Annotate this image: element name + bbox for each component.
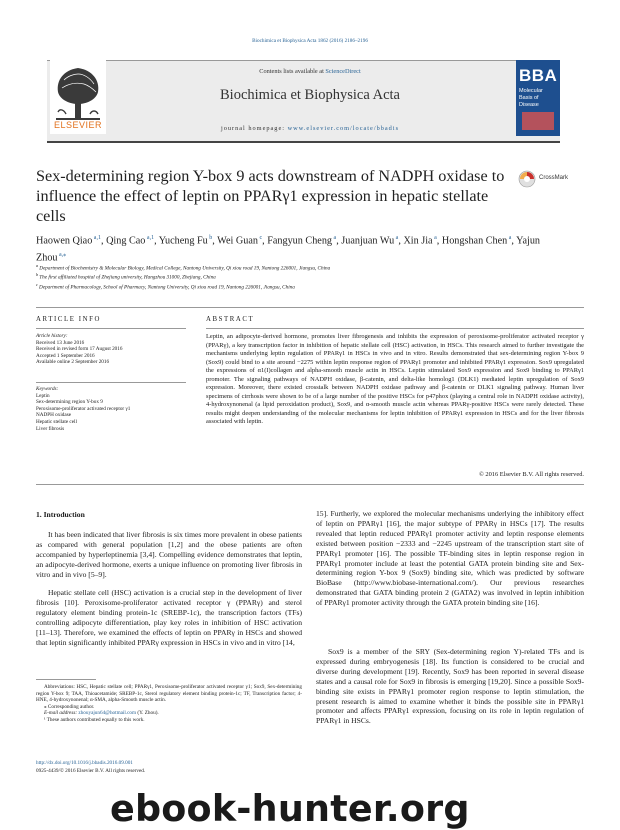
author-name[interactable]: Juanjuan Wu <box>341 235 395 247</box>
doi-link[interactable]: http://dx.doi.org/10.1016/j.bbadis.2016.09.001 <box>36 760 133 766</box>
author-affiliation-mark: a,⁎ <box>57 252 67 259</box>
author-name[interactable]: Xin Jia <box>403 235 433 247</box>
author-affiliation-mark: a,1 <box>145 235 155 241</box>
author-name[interactable]: Yucheng Fu <box>158 235 208 247</box>
author-name[interactable]: Yajun Zhou <box>36 235 541 264</box>
footnotes <box>36 684 302 724</box>
author-name[interactable]: Fangyun Cheng <box>267 235 333 247</box>
affiliation-line: $^a$ Department of Biochemistry & Molecular Biology, Medical College, Nantong University, Qi xiou road 19, Nantong 226001, Jiangsu, China <box>36 263 331 272</box>
email-link[interactable]: zhouyajun64@hotmail.com <box>78 710 137 717</box>
author-affiliation-mark: a,1 <box>92 235 101 241</box>
keyword-item: Hepatic stellate cell <box>36 418 77 425</box>
keywords-label: Keywords: <box>36 386 59 392</box>
elsevier-wordmark: ELSEVIER <box>53 120 103 130</box>
history-item: Available online 2 September 2016 <box>36 359 110 366</box>
keywords-rule <box>36 382 186 383</box>
equal-contribution-footnote: ¹ These authors contributed equally to this work. <box>44 716 145 723</box>
crossmark-label: CrossMark <box>539 175 569 181</box>
abbreviations-footnote: Abbreviations: HSC, Hepatic stellate cell; PPARγ1, Peroxisome-proliferator activated receptor γ1; Sox9, Sex-determining region Y-box 9; TAA, Thioacetamide; SREBP-1c, Sterol regulatory element binding protein-1c; TF, Transcription factor; 4-HNE, 4-hydroxynonenal; α-SMA, alpha-Smooth muscle actin. <box>36 684 302 704</box>
history-item: Received in revised form 17 August 2016 <box>36 346 123 353</box>
author-affiliation-mark: a <box>507 235 512 241</box>
history-label: Article history: <box>36 333 68 339</box>
article-info-rule <box>36 328 186 329</box>
footnote-rule <box>36 679 96 680</box>
email-suffix: (Y. Zhou). <box>136 710 159 717</box>
bba-cover <box>516 60 560 136</box>
author-name[interactable]: Wei Guan <box>217 235 258 247</box>
history-item: Received 13 June 2016 <box>36 339 85 346</box>
contents-line: Contents lists available at ScienceDirect <box>259 68 361 75</box>
abstract-text: Leptin, an adipocyte-derived hormone, promotes liver fibrogenesis and inhibits the expression of peroxisome-proliferator activated receptor γ (PPARγ), a key transcription factor in inhibition of hepatic stellate cell (HSC) activation, in HSCs. This research aimed to further investigate the mechanisms underlying leptin regulation of PPARγ1 in HSCs in vivo and in vitro. Results demonstrated that sex-determining region Y-box 9 (Sox9) could bind to a site around −2275 within leptin response region of PPARγ1 promoter and inhibited PPARγ1 expression. Sox9 upregulated the expressions of α1(I)collagen and alpha-smooth muscle actin in HSCs. Leptin stimulated Sox9 expression and Sox9 binding to PPARγ1 promoter. The signaling pathways of NADPH oxidase, β-catenin, and delta-like homolog1 (DLK1) mediated leptin upregulation of Sox9 expression. Moreover, there existed crosstalk between NADPH oxidase pathway and β-catenin or DLK1 signaling pathway. Human liver specimens of cirrhosis were shown to be of a large number of the positive HSCs for p47phox (playing a central role in NADPH oxidase activity), 4-hydroxynonenal (a lipid peroxidation product), Sox9, and α-smooth muscle actin whereas PPARγ-positive HSCs were rarely detected. These results might deepen understanding of the molecular mechanisms for leptin inhibition of PPARγ1 expression in HSCs and for the liver fibrosis associated with leptin. <box>206 333 584 425</box>
affiliation-mark: c <box>36 281 40 287</box>
homepage-line: journal homepage: www.elsevier.com/locate/bbadis <box>220 125 400 132</box>
affiliation-line: $^c$ Department of Pharmacology, School of Pharmacy, Nantong University, Qi xiou road 19, Nantong 226001, Jiangsu, China <box>36 281 295 291</box>
article-title: Sex-determining region Y-box 9 acts downstream of NADPH oxidase to influence the effect of leptin on PPARγ1 expression in hepatic stellate cells <box>36 167 505 225</box>
affiliation-mark: b <box>36 272 40 278</box>
divider-bottom <box>36 484 584 485</box>
author-affiliation-mark: c <box>257 235 263 241</box>
corresponding-footnote: ⁎ Corresponding author. <box>44 703 95 710</box>
abstract-rule <box>206 328 584 329</box>
history-item: Accepted 1 September 2016 <box>36 352 95 359</box>
homepage-link[interactable]: www.elsevier.com/locate/bbadis <box>287 125 400 132</box>
author-affiliation-mark: a <box>394 235 399 241</box>
affiliations <box>36 263 556 291</box>
author-affiliation-mark: a <box>332 235 337 241</box>
intro-paragraph-1: It has been indicated that liver fibrosis is six times more prevalent in obese patients as compared with general population [1,2] and the obese patients are often accompanied by hyperleptinemia [3,4]. Compelling evidence demonstrates that leptin, an adipocyte-derived hormone, exerts a unique influence on promoting liver fibrosis in vitro and in vivo [5–9]. <box>36 530 302 579</box>
section-heading-intro: 1. Introduction <box>36 510 85 519</box>
journal-reference[interactable]: Biochimica et Biophysica Acta 1862 (2016) 2186–2196 <box>252 38 368 44</box>
author-affiliation-mark: b <box>207 235 213 241</box>
abstract-copyright: © 2016 Elsevier B.V. All rights reserved. <box>478 471 584 478</box>
cover-image <box>522 112 554 130</box>
keywords <box>36 386 191 432</box>
intro-paragraph-2: Hepatic stellate cell (HSC) activation is a crucial step in the development of liver fibrosis [10]. Peroxisome-proliferator activated receptor γ (PPARγ) and sterol regulatory element binding protein-1c (SREBP-1c), the transcription factors (TFs) controlling adipocyte differentiation, play key roles in inhibition of HSC activation [11–13]. Therefore, we examined the effects of leptin on PPARγ in HSCs and showed that leptin significantly inhibited PPARγ expression in HSCs in vivo and in vitro [14, <box>36 588 302 647</box>
bba-letters: BBA <box>519 66 558 85</box>
author-name[interactable]: Haowen Qiao <box>36 235 93 247</box>
article-history <box>36 333 191 366</box>
keyword-item: Leptin <box>36 392 50 399</box>
affiliation-line: $^b$ The first affiliated hospital of Zhejiang university, Hangzhou 31000, Zhejiang, China <box>36 272 216 282</box>
journal-title: Biochimica et Biophysica Acta <box>220 87 400 103</box>
email-label: E-mail address: <box>44 710 79 717</box>
bba-subtitle: Molecular Basis of Disease <box>519 88 543 108</box>
crossmark-icon <box>518 170 536 188</box>
intro-paragraph-3: 15]. Furtherly, we explored the molecular mechanisms underlying the inhibitory effect of leptin on PPARγ1 [16], the major subtype of PPARγ in HSCs [17]. The results revealed that leptin reduced PPARγ1 promoter activity and leptin response elements existed between position −2333 and −2245 upstream of the transcription start site of PPARγ1 promoter [16]. The possible TF-binding sites in leptin response region in PPARγ1 promoter include at least the potential GATA protein binding site and Sex-determining region Y-box 9 (Sox9) binding site, which was predicted by software BioBase (http://www.biobase-international.com/). Our previous researches demonstrated that GATA binding protein 2 (GATA2) was involved in leptin inhibition of PPARγ1 promoter activity through the GATA protein binding site [16]. <box>316 509 584 608</box>
author-name[interactable]: Qing Cao <box>106 235 146 247</box>
keyword-item: Sex-determining region Y-box 9 <box>36 399 103 406</box>
author-name[interactable]: Hongshan Chen <box>441 235 508 247</box>
author-list: Haowen Qiao $^{a,1}$, Qing Cao $^{a,1}$, Yucheng Fu $^b$, Wei Guan $^c$, Fangyun Cheng $^a$, Juanjuan Wu $^a$, Xin Jia $^a$, Hongshan Chen $^a$, Yajun Zhou $^{a,⁎}$ <box>36 235 541 264</box>
header-rule <box>47 141 560 143</box>
abstract-heading: ABSTRACT <box>206 316 255 323</box>
divider-top <box>36 307 584 308</box>
keyword-item: Liver fibrosis <box>36 425 65 432</box>
sciencedirect-link[interactable]: ScienceDirect <box>325 68 361 75</box>
watermark-text: ebook-hunter.org <box>110 787 470 830</box>
affiliation-mark: a <box>36 263 40 268</box>
author-affiliation-mark: a <box>432 235 437 241</box>
issn-line: 0925-4439/© 2016 Elsevier B.V. All rights reserved. <box>36 768 146 774</box>
keyword-item: Peroxisome-proliferator activated receptor γ1 <box>36 405 131 412</box>
intro-paragraph-4: Sox9 is a member of the SRY (Sex-determining region Y)-related TFs and is expressed during embryogenesis [18]. Its function is considered to be crucial and diverse during development [19]. Recently, Sox9 has been reported in several disease states and a causal role for Sox9 in fibrosis is emerging [19,20]. Since a possible Sox9-binding site exists in PPARγ1 promoter region response to leptin stimulation, the present research is aimed to examine whether it binds the possible site in PPARγ1 promoter and affects PPARγ1 expression, focusing on its role in leptin regulation of PPARγ1 in HSCs. <box>316 647 584 726</box>
keyword-item: NADPH oxidase <box>36 412 72 419</box>
article-info-heading: ARTICLE INFO <box>36 316 102 323</box>
